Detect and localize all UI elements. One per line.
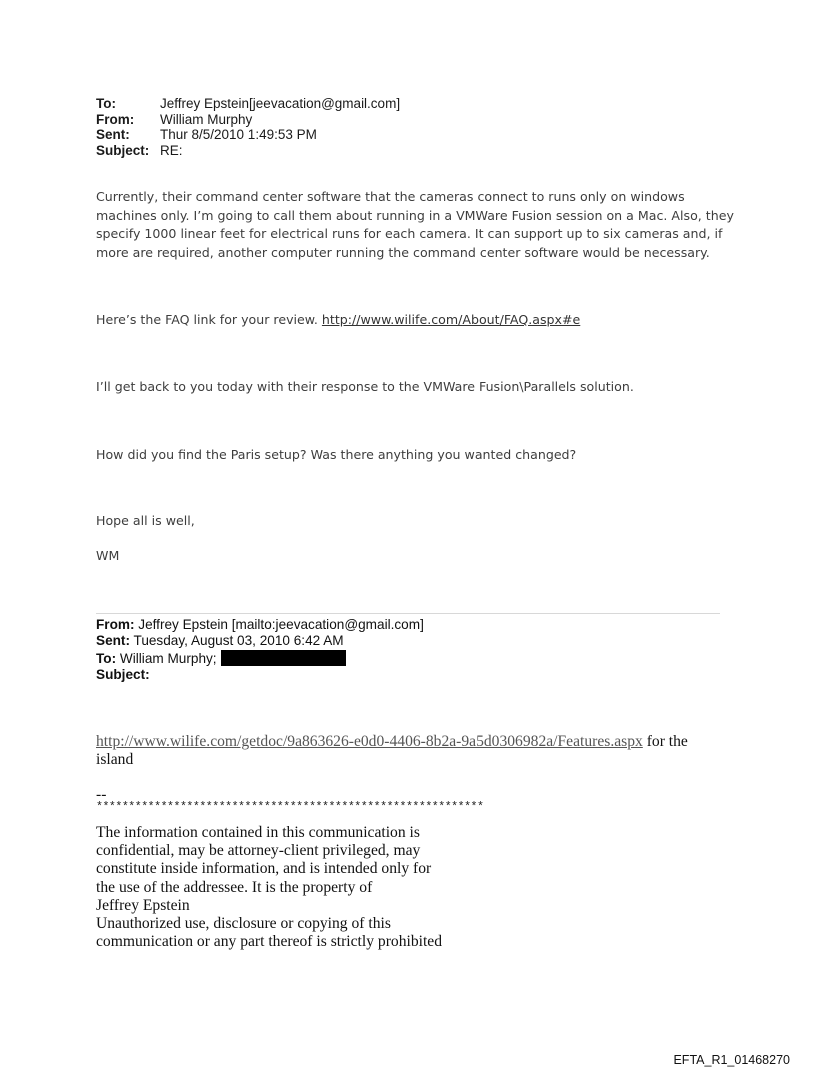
closing-text: Hope all is well, bbox=[96, 513, 195, 528]
features-link[interactable]: http://www.wilife.com/getdoc/9a863626-e0d0-4406-8b2a-9a5d0306982a/Features.aspx bbox=[96, 733, 643, 750]
sent-row bbox=[96, 127, 400, 143]
disclaimer bbox=[96, 824, 442, 951]
disclaimer-line: constitute inside information, and is intended only for bbox=[96, 860, 432, 878]
quoted-subject-label: Subject: bbox=[96, 667, 150, 683]
disclaimer-line: the use of the addressee. It is the property of bbox=[96, 878, 373, 896]
signature-text: WM bbox=[96, 548, 120, 563]
quoted-to-row bbox=[96, 650, 424, 667]
sent-label: Sent: bbox=[96, 127, 130, 143]
disclaimer-line: Jeffrey Epstein bbox=[96, 896, 190, 914]
to-row bbox=[96, 96, 400, 112]
to-label: To: bbox=[96, 96, 116, 111]
body-paragraph-3: I’ll get back to you today with their response to the VMWare Fusion\Parallels solution. bbox=[96, 379, 634, 394]
quoted-to-value: William Murphy; bbox=[116, 650, 217, 666]
features-link-suffix: for the island bbox=[96, 733, 688, 769]
to-value: Jeffrey Epstein[jeevacation@gmail.com] bbox=[160, 96, 401, 111]
from-label: From: bbox=[96, 111, 135, 127]
body-paragraph-4: How did you find the Paris setup? Was there anything you wanted changed? bbox=[96, 447, 577, 462]
disclaimer-line: communication or any part thereof is strictly prohibited bbox=[96, 933, 443, 951]
disclaimer-line: confidential, may be attorney-client privileged, may bbox=[96, 842, 421, 860]
disclaimer-line: The information contained in this communication is bbox=[96, 824, 420, 841]
quoted-sent-value: Tuesday, August 03, 2010 6:42 AM bbox=[129, 633, 344, 649]
quoted-header bbox=[96, 617, 424, 684]
quoted-sent-label: Sent: bbox=[96, 633, 130, 649]
body-paragraph-2 bbox=[96, 311, 736, 330]
email-header bbox=[96, 96, 400, 158]
redaction-box bbox=[221, 650, 346, 666]
quoted-from-label: From: bbox=[96, 617, 135, 632]
signature-dashes: -- bbox=[96, 786, 107, 803]
quoted-link-paragraph bbox=[96, 733, 726, 769]
quote-separator bbox=[96, 613, 720, 614]
disclaimer-line: Unauthorized use, disclosure or copying of this bbox=[96, 915, 391, 933]
star-divider: ************************************************************ bbox=[96, 801, 484, 814]
subject-value: RE: bbox=[160, 142, 183, 158]
from-value: William Murphy bbox=[160, 111, 253, 127]
subject-row bbox=[96, 143, 400, 159]
body-paragraph-1: Currently, their command center software that the cameras connect to runs only on windows machines only. I’m going to call them about running in a VMWare Fusion session on a Mac. Also, they specify 1000 linear feet for electrical runs for each camera. It can support up to six cameras and, if more are required, another computer running the command center software would be necessary. bbox=[96, 189, 734, 260]
document-id: EFTA_R1_01468270 bbox=[673, 1053, 790, 1067]
faq-intro-text: Here’s the FAQ link for your review. bbox=[96, 312, 322, 327]
faq-link[interactable]: http://www.wilife.com/About/FAQ.aspx#e bbox=[321, 312, 581, 327]
quoted-to-label: To: bbox=[96, 650, 117, 666]
subject-label: Subject: bbox=[96, 142, 150, 158]
from-row bbox=[96, 112, 400, 128]
quoted-subject-row bbox=[96, 667, 424, 683]
quoted-from-row bbox=[96, 617, 424, 633]
sent-value: Thur 8/5/2010 1:49:53 PM bbox=[160, 127, 317, 143]
quoted-from-value: Jeffrey Epstein [mailto:jeevacation@gmail.com] bbox=[134, 617, 424, 632]
quoted-sent-row bbox=[96, 633, 424, 649]
